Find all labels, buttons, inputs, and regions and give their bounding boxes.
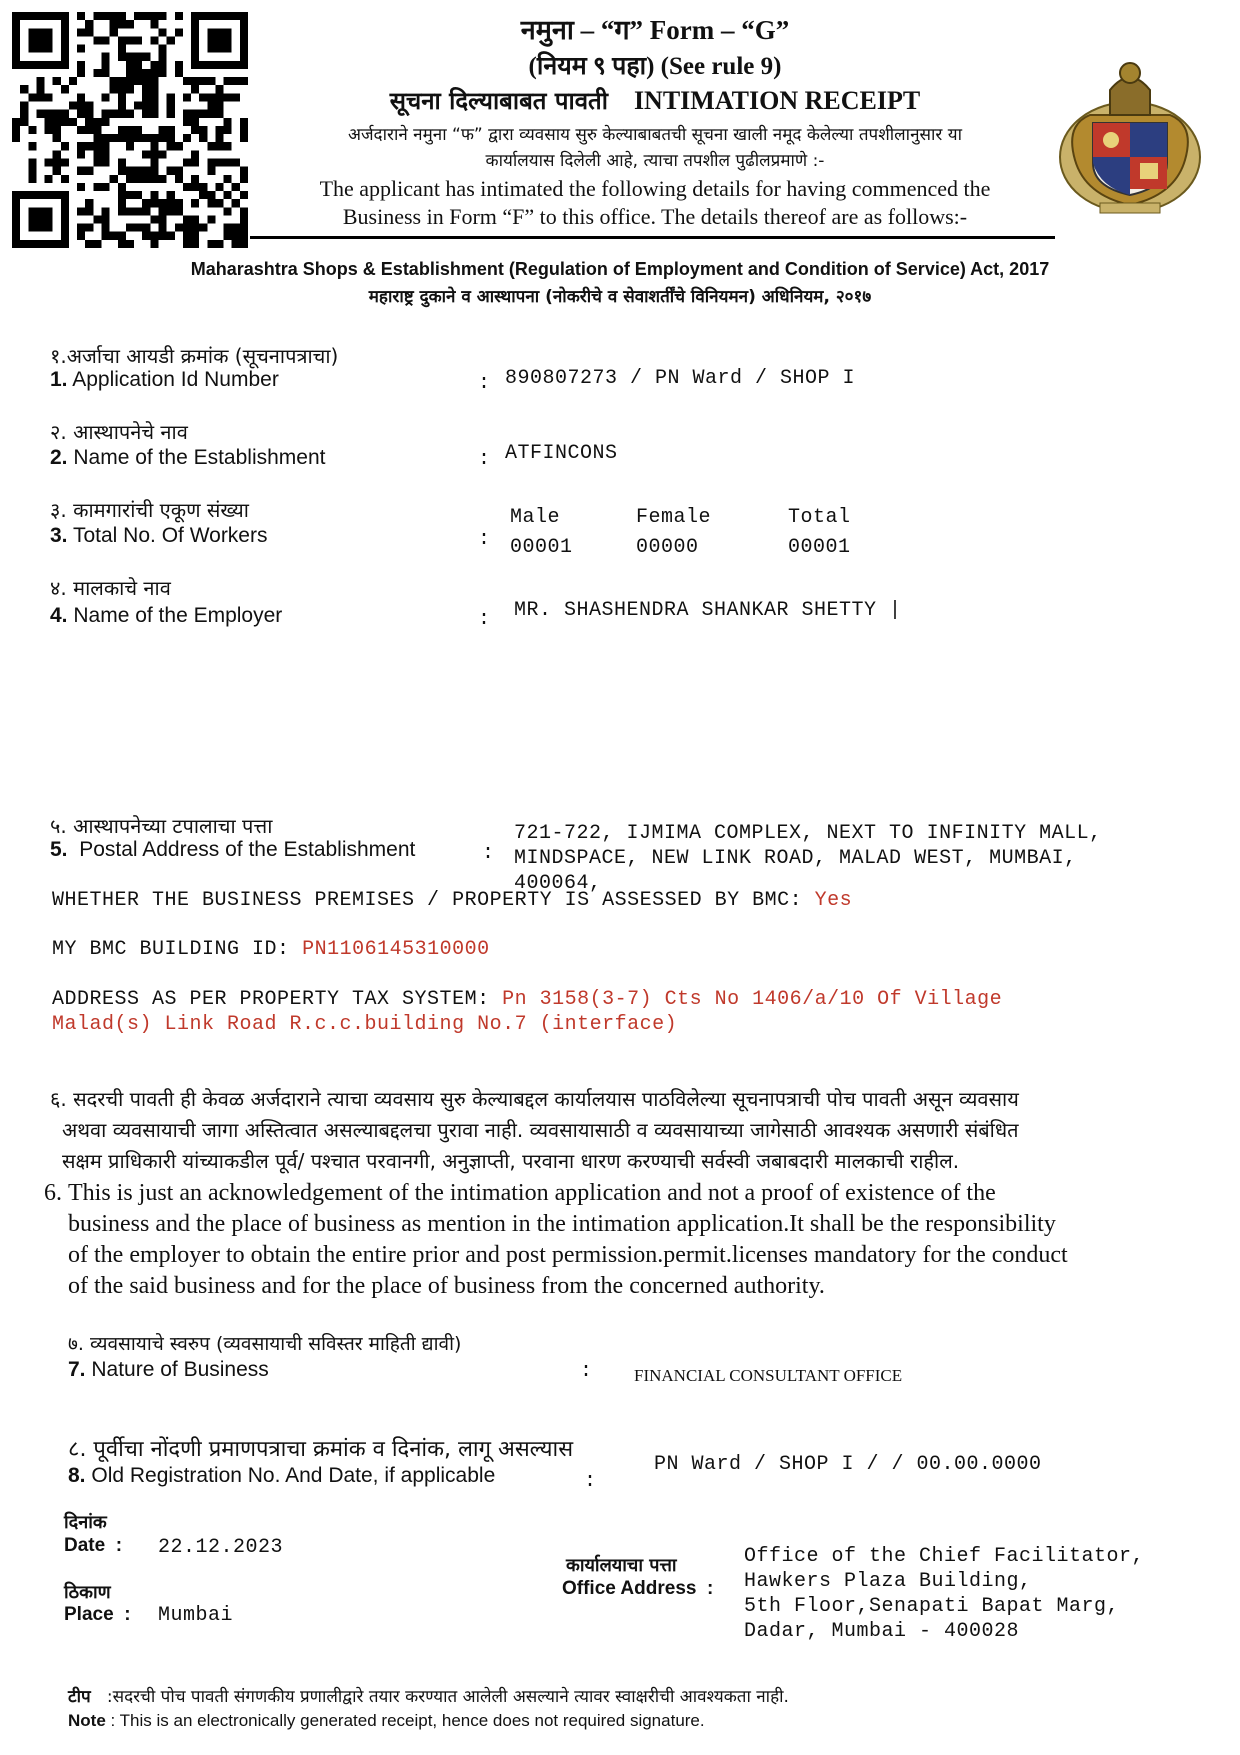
workers-label-mr: ३. कामगारांची एकूण संख्या xyxy=(50,498,249,522)
nature-label-mr: ७. व्यवसायाचे स्वरुप (व्यवसायाची सविस्तर माहिती द्यावी) xyxy=(68,1333,462,1355)
office-label-en: Office Address : xyxy=(562,1578,714,1599)
intro-en-1: The applicant has intimated the following details for having commenced the xyxy=(319,176,991,201)
colon: : xyxy=(478,528,491,551)
act-title-mr: महाराष्ट्र दुकाने व आस्थापना (नोकरीचे व सेवाशर्तींचे विनियमन) अधिनियम, २०१७ xyxy=(368,287,872,307)
place-label-mr: ठिकाण xyxy=(64,1582,111,1603)
qr-code-icon xyxy=(12,12,248,248)
old-reg-label-en: 8. Old Registration No. And Date, if applicable xyxy=(68,1464,496,1487)
app-id-label-en: 1. Application Id Number xyxy=(50,368,279,391)
act-title-en: Maharashtra Shops & Establishment (Regulation of Employment and Condition of Service) Act, 2017 xyxy=(190,259,1050,279)
receipt-title-en: INTIMATION RECEIPT xyxy=(633,86,921,115)
office-line-3: 5th Floor,Senapati Bapat Marg, xyxy=(744,1595,1120,1618)
clause6-en-3: of the employer to obtain the entire prior and post permission.permit.licenses mandatory for the conduct xyxy=(68,1242,1068,1268)
nature-value: FINANCIAL CONSULTANT OFFICE xyxy=(634,1366,903,1385)
bmc-building-id: MY BMC BUILDING ID: PN1106145310000 xyxy=(52,938,490,961)
female-count: 00000 xyxy=(636,536,699,559)
colon: : xyxy=(482,842,495,865)
address-label-mr: ५. आस्थापनेच्या टपालाचा पत्ता xyxy=(50,814,273,838)
employer-label-mr: ४. मालकाचे नाव xyxy=(50,576,171,600)
male-count: 00001 xyxy=(510,536,573,559)
establishment-value: ATFINCONS xyxy=(505,442,618,465)
female-label: Female xyxy=(636,506,712,529)
bmc-assessed: WHETHER THE BUSINESS PREMISES / PROPERTY IS ASSESSED BY BMC: Yes xyxy=(52,889,853,912)
property-tax-address: ADDRESS AS PER PROPERTY TAX SYSTEM: Pn 3158(3-7) Cts No 1406/a/10 Of Village xyxy=(52,988,1003,1011)
total-count: 00001 xyxy=(788,536,851,559)
address-line-3: 400064, xyxy=(514,872,602,895)
date-label-en: Date : xyxy=(64,1535,123,1556)
employer-value: MR. SHASHENDRA SHANKAR SHETTY | xyxy=(514,599,902,622)
clause6-num: 6. xyxy=(44,1180,62,1206)
header-divider xyxy=(250,236,1055,239)
receipt-title xyxy=(250,84,1060,117)
old-reg-value: PN Ward / SHOP I / / 00.00.0000 xyxy=(654,1453,1042,1476)
office-line-2: Hawkers Plaza Building, xyxy=(744,1570,1032,1593)
property-tax-address-cont: Malad(s) Link Road R.c.c.building No.7 (interface) xyxy=(52,1013,678,1036)
place-label-en: Place : xyxy=(64,1604,131,1625)
address-line-2: MINDSPACE, NEW LINK ROAD, MALAD WEST, MUMBAI, xyxy=(514,847,1077,870)
address-label-en: 5. Postal Address of the Establishment xyxy=(50,838,416,861)
intro-mr-1: अर्जदाराने नमुना “फ” द्वारा व्यवसाय सुरु केल्याबाबतची सूचना खाली नमूद केलेल्या तपशीलानुसार या xyxy=(347,125,963,145)
male-label: Male xyxy=(510,506,561,529)
address-line-1: 721-722, IJMIMA COMPLEX, NEXT TO INFINITY MALL, xyxy=(514,822,1102,845)
app-id-value: 890807273 / PN Ward / SHOP I xyxy=(505,367,856,390)
office-line-1: Office of the Chief Facilitator, xyxy=(744,1545,1145,1568)
workers-label-en: 3. Total No. Of Workers xyxy=(50,524,268,547)
office-line-4: Dadar, Mumbai - 400028 xyxy=(744,1620,1020,1643)
clause6-mr-3: सक्षम प्राधिकारी यांच्याकडील पूर्व/ पश्चात परवानगी, अनुज्ञाप्ती, परवाना धारण करण्याची सर्वस्वी जबाबदारी मालकाची राहील. xyxy=(62,1149,960,1173)
colon: : xyxy=(580,1360,593,1383)
colon: : xyxy=(478,608,491,631)
colon: : xyxy=(478,372,491,395)
clause6-en-1: This is just an acknowledgement of the intimation application and not a proof of existence of the xyxy=(68,1180,996,1206)
colon: : xyxy=(584,1470,597,1493)
clause6-en-2: business and the place of business as mention in the intimation application.It shall be the responsibility xyxy=(68,1211,1056,1237)
establishment-label-mr: २. आस्थापनेचे नाव xyxy=(50,420,188,444)
date-label-mr: दिनांक xyxy=(64,1512,107,1533)
note-mr: टीप :सदरची पोच पावती संगणकीय प्रणालीद्वारे तयार करण्यात आलेली असल्याने त्यावर स्वाक्षरीची आवश्यकता नाही. xyxy=(68,1687,789,1707)
date-value: 22.12.2023 xyxy=(158,1536,284,1559)
rule-reference: (नियम ९ पहा) (See rule 9) xyxy=(528,53,782,80)
employer-label-en: 4. Name of the Employer xyxy=(50,604,283,627)
establishment-label-en: 2. Name of the Establishment xyxy=(50,446,326,469)
clause6-mr-2: अथवा व्यवसायाची जागा अस्तित्वात असल्याबद्दलचा पुरावा नाही. व्यवसायासाठी व व्यवसायाच्या जागेसाठी आवश्यक असणारी संबंधित xyxy=(62,1118,1019,1142)
clause6-en-4: of the said business and for the place of business from the concerned authority. xyxy=(68,1273,825,1299)
intro-en-2: Business in Form “F” to this office. The details thereof are as follows:- xyxy=(342,204,968,229)
place-value: Mumbai xyxy=(158,1604,234,1627)
clause6-mr-1: ६. सदरची पावती ही केवळ अर्जदाराने त्याचा व्यवसाय सुरु केल्याबद्दल कार्यालयास पाठविलेल्या सूचनापत्राची पोच पावती असून व्यवसाय xyxy=(50,1087,1019,1111)
form-title: नमुना – “ग” Form – “G” xyxy=(520,15,790,45)
bmc-emblem-icon xyxy=(1055,45,1205,215)
app-id-label-mr: १.अर्जाचा आयडी क्रमांक (सूचनापत्राचा) xyxy=(50,344,339,368)
old-reg-label-mr: ८. पूर्वीचा नोंदणी प्रमाणपत्राचा क्रमांक व दिनांक, लागू असल्यास xyxy=(68,1437,574,1462)
office-label-mr: कार्यालयाचा पत्ता xyxy=(566,1555,677,1576)
colon: : xyxy=(478,448,491,471)
total-label: Total xyxy=(788,506,851,529)
intro-mr-2: कार्यालयास दिलेली आहे, त्याचा तपशील पुढीलप्रमाणे :- xyxy=(485,151,825,171)
note-en: Note : This is an electronically generated receipt, hence does not required signature. xyxy=(68,1711,705,1730)
receipt-title-mr: सूचना दिल्याबाबत पावती xyxy=(389,87,608,115)
nature-label-en: 7. Nature of Business xyxy=(68,1358,269,1381)
